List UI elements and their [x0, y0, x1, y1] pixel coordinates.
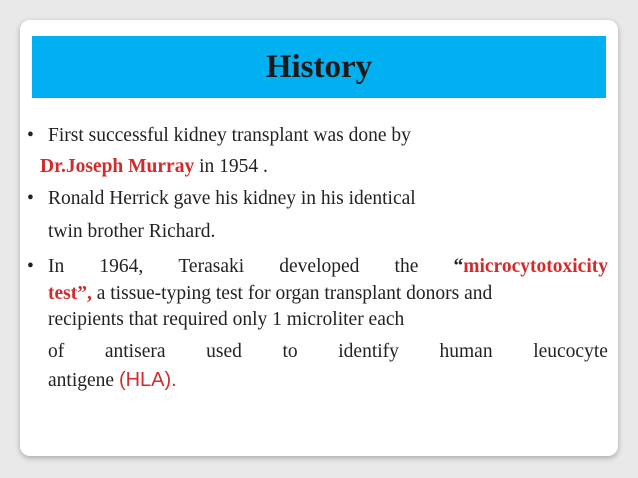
hla-term: (HLA).	[118, 369, 177, 391]
bullet-3-text-4	[48, 340, 608, 364]
word: the	[394, 256, 419, 277]
microcytotoxicity-text: microcytotoxicity	[463, 256, 608, 277]
slide-card	[20, 20, 618, 456]
test-term: test”,	[48, 283, 92, 304]
word: developed	[279, 256, 360, 277]
bullet-2-text-1: Ronald Herrick gave his kidney in his identical	[48, 188, 416, 209]
word: antisera	[104, 341, 166, 362]
word: to	[282, 341, 298, 362]
bullet-3-line-2	[48, 282, 492, 306]
word: 1964,	[99, 256, 144, 277]
bullet-3-text-5: antigene	[48, 370, 119, 391]
bullet-3-line-3	[48, 308, 404, 332]
word: human	[439, 341, 493, 362]
title-bar	[32, 36, 606, 98]
bullet-1-text-2: in 1954 .	[194, 156, 268, 177]
bullet-3-line-4	[48, 340, 608, 364]
word: identify	[338, 341, 399, 362]
word: used	[206, 341, 242, 362]
bullet-1-line-2	[40, 155, 268, 179]
bullet-1-text-1: First successful kidney transplant was done by	[48, 125, 411, 146]
doctor-name: Dr.Joseph Murray	[40, 156, 195, 177]
bullet-3-text-1	[48, 255, 608, 279]
word: Terasaki	[178, 256, 245, 277]
bullet-1-dot: •	[27, 125, 34, 146]
bullet-2-dot: •	[27, 188, 34, 209]
bullet-3-dot: •	[27, 256, 34, 277]
word: In	[48, 256, 65, 277]
word: of	[48, 341, 65, 362]
bullet-3-text-3: recipients that required only 1 microliter each	[48, 309, 405, 330]
word: leucocyte	[533, 341, 608, 362]
word-microcytotoxicity	[453, 255, 608, 279]
open-quote: “	[453, 256, 464, 277]
bullet-3-line-5	[48, 368, 177, 393]
bullet-3-text-2: a tissue-typing test for organ transplant donors and	[91, 283, 493, 304]
bullet-2-text-2: twin brother Richard.	[48, 221, 216, 242]
slide-title: History	[265, 48, 373, 85]
bullet-3-line-1	[27, 255, 608, 279]
bullet-2-line-2	[48, 220, 215, 244]
